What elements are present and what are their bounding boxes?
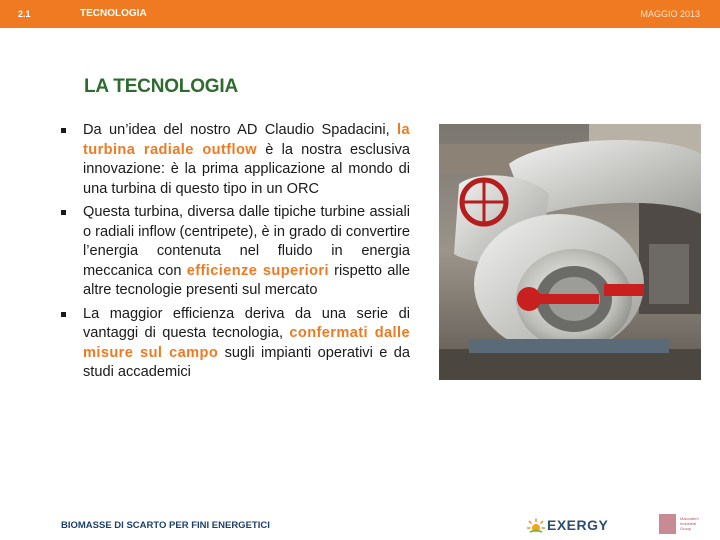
exergy-wordmark: EXERGY xyxy=(547,517,609,533)
bullet-square-icon xyxy=(61,210,66,215)
footer-caption: BIOMASSE DI SCARTO PER FINI ENERGETICI xyxy=(61,520,270,531)
header-bar xyxy=(0,0,720,28)
header-date: MAGGIO 2013 xyxy=(640,9,700,19)
section-number: 2.1 xyxy=(18,9,31,19)
bullet-text: Questa turbina, diversa dalle tipiche turbine assiali o radiali inflow (centripete), è in grado di convertire l’energia contenuta nel fluido in energia meccanica con xyxy=(83,204,410,279)
bullet-text: Da un’idea del nostro AD Claudio Spadacini, xyxy=(83,122,398,138)
bullet-text: La maggior efficienza deriva da una serie di vantaggi di questa tecnologia, xyxy=(83,305,410,341)
maccaferri-mark-icon xyxy=(659,514,676,534)
bullet-highlight: efficienze superiori xyxy=(186,262,329,279)
sunburst-icon xyxy=(527,518,545,534)
bullet-item xyxy=(60,121,410,199)
slide-title: LA TECNOLOGIA xyxy=(84,76,238,97)
turbine-photo xyxy=(439,124,701,380)
section-title: TECNOLOGIA xyxy=(80,8,147,19)
bullet-highlight: la turbina radiale outflow xyxy=(83,122,410,158)
maccaferri-text: Maccaferri Industrial Group xyxy=(680,516,699,531)
bullet-text: sugli impianti operativi e da studi accademici xyxy=(83,344,410,380)
bullet-highlight: confermati dalle misure sul campo xyxy=(83,325,410,361)
bullet-item xyxy=(60,305,410,383)
bullet-item xyxy=(60,203,410,301)
bullet-text: è la nostra esclusiva innovazione: è la prima applicazione al mondo di una turbina di questo tipo in un ORC xyxy=(83,141,410,197)
maccaferri-logo xyxy=(659,514,715,538)
bullet-list xyxy=(60,121,410,387)
turbine-illustration xyxy=(439,124,701,380)
bullet-square-icon xyxy=(61,128,66,133)
bullet-text: rispetto alle altre tecnologie presenti sul mercato xyxy=(83,262,410,298)
bullet-square-icon xyxy=(61,312,66,317)
